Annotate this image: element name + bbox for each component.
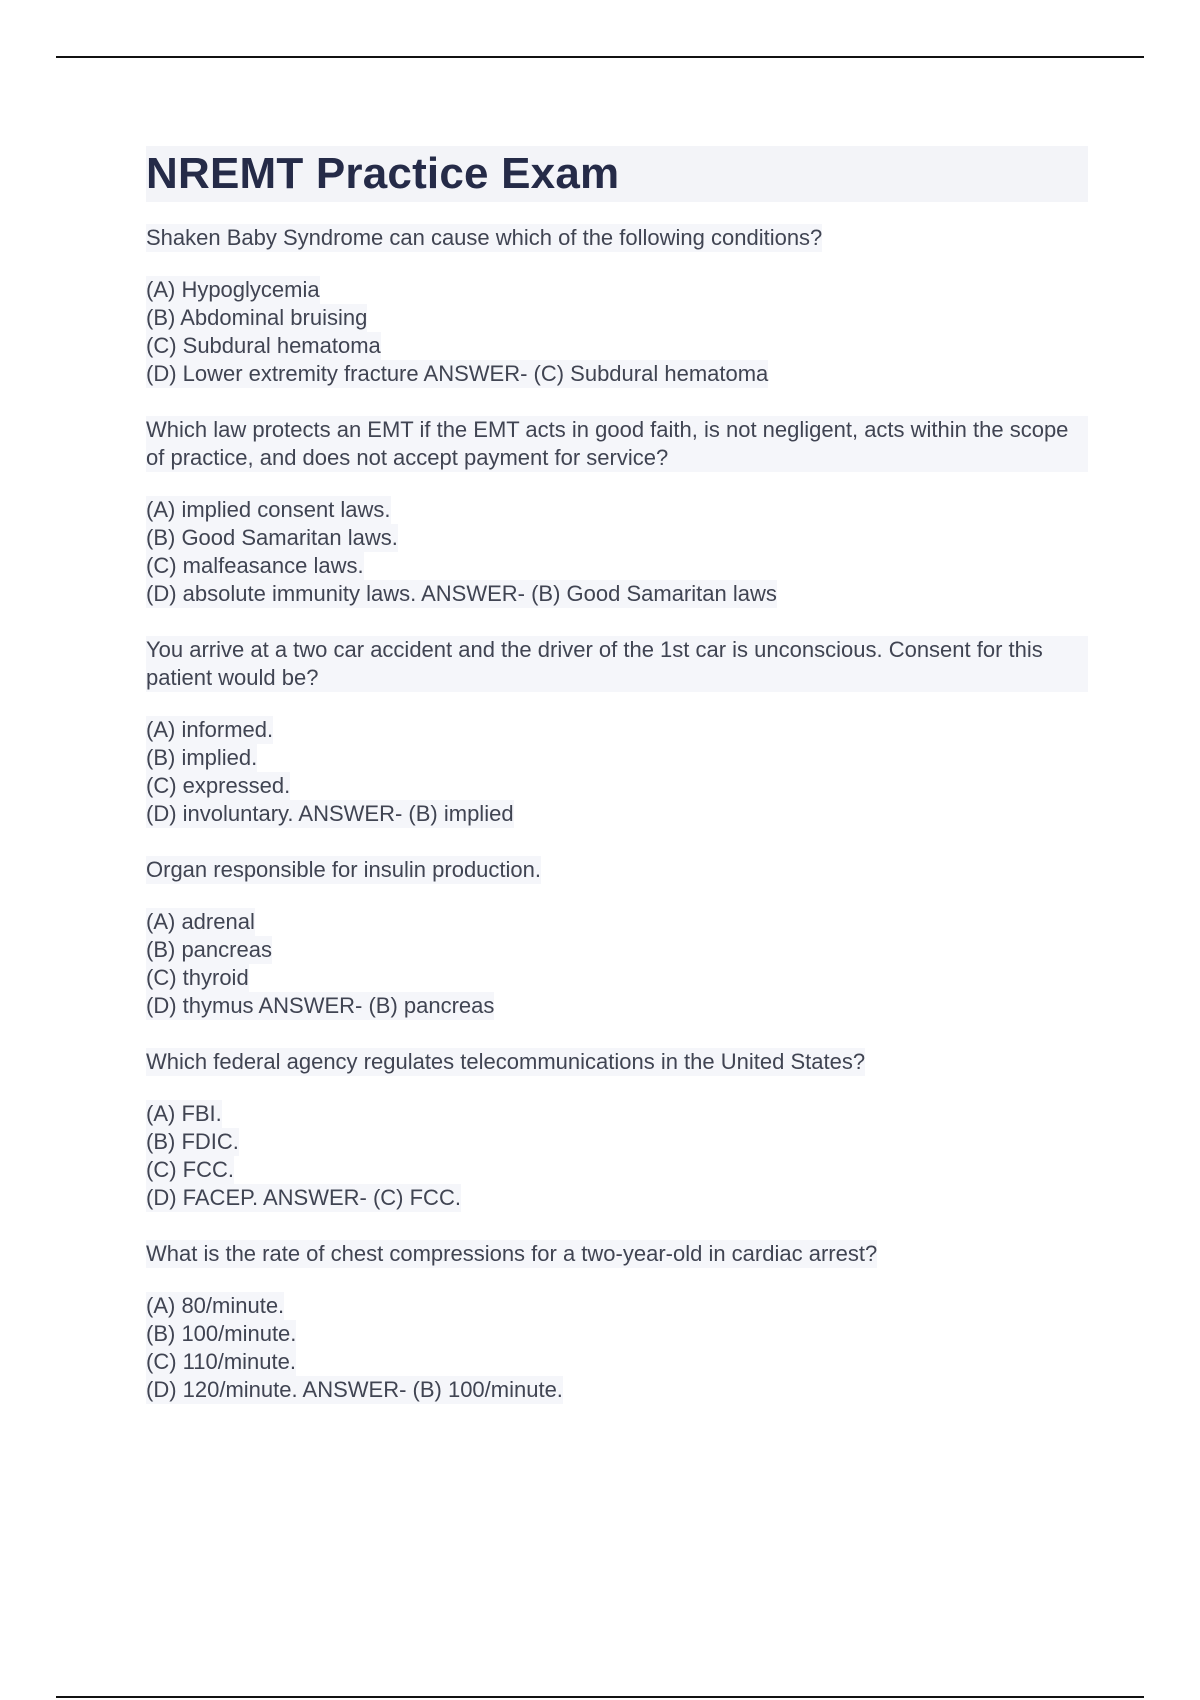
option-a: (A) FBI. (146, 1101, 222, 1126)
option-a: (A) Hypoglycemia (146, 277, 320, 302)
document-content (146, 146, 1088, 1432)
option-list (146, 1100, 1088, 1212)
option-b: (B) pancreas (146, 937, 272, 962)
question-3 (146, 636, 1088, 828)
question-text: Which law protects an EMT if the EMT acts in good faith, is not negligent, acts within the scope of practice, and does not accept payment for service? (146, 416, 1088, 472)
option-d-with-answer: (D) absolute immunity laws. ANSWER- (B) Good Samaritan laws (146, 581, 777, 606)
question-6 (146, 1240, 1088, 1404)
option-c: (C) FCC. (146, 1157, 234, 1182)
option-a: (A) 80/minute. (146, 1293, 285, 1318)
option-c: (C) thyroid (146, 965, 249, 990)
option-list (146, 276, 1088, 388)
option-d-with-answer: (D) involuntary. ANSWER- (B) implied (146, 801, 514, 826)
option-b: (B) Abdominal bruising (146, 305, 368, 330)
question-text: You arrive at a two car accident and the driver of the 1st car is unconscious. Consent for this patient would be? (146, 636, 1088, 692)
option-a: (A) adrenal (146, 909, 255, 934)
option-list (146, 908, 1088, 1020)
option-b: (B) FDIC. (146, 1129, 239, 1154)
option-c: (C) expressed. (146, 773, 291, 798)
option-d-with-answer: (D) Lower extremity fracture ANSWER- (C) Subdural hematoma (146, 361, 769, 386)
question-1 (146, 224, 1088, 388)
bottom-rule (56, 1696, 1144, 1698)
question-text: Shaken Baby Syndrome can cause which of the following conditions? (146, 225, 823, 250)
option-b: (B) implied. (146, 745, 258, 770)
question-4 (146, 856, 1088, 1020)
option-d-with-answer: (D) 120/minute. ANSWER- (B) 100/minute. (146, 1377, 563, 1402)
question-text: Which federal agency regulates telecommunications in the United States? (146, 1049, 866, 1074)
option-b: (B) 100/minute. (146, 1321, 297, 1346)
option-a: (A) informed. (146, 717, 274, 742)
question-text: Organ responsible for insulin production. (146, 857, 542, 882)
question-text: What is the rate of chest compressions for a two-year-old in cardiac arrest? (146, 1241, 878, 1266)
option-c: (C) 110/minute. (146, 1349, 296, 1374)
title-bar (146, 146, 1088, 202)
option-a: (A) implied consent laws. (146, 497, 391, 522)
option-c: (C) Subdural hematoma (146, 333, 381, 358)
question-list (146, 224, 1088, 1404)
top-rule (56, 56, 1144, 58)
question-5 (146, 1048, 1088, 1212)
option-list (146, 716, 1088, 828)
document-title: NREMT Practice Exam (146, 149, 620, 198)
option-c: (C) malfeasance laws. (146, 553, 364, 578)
option-d-with-answer: (D) thymus ANSWER- (B) pancreas (146, 993, 495, 1018)
option-b: (B) Good Samaritan laws. (146, 525, 398, 550)
option-list (146, 496, 1088, 608)
question-2 (146, 416, 1088, 608)
option-list (146, 1292, 1088, 1404)
option-d-with-answer: (D) FACEP. ANSWER- (C) FCC. (146, 1185, 461, 1210)
